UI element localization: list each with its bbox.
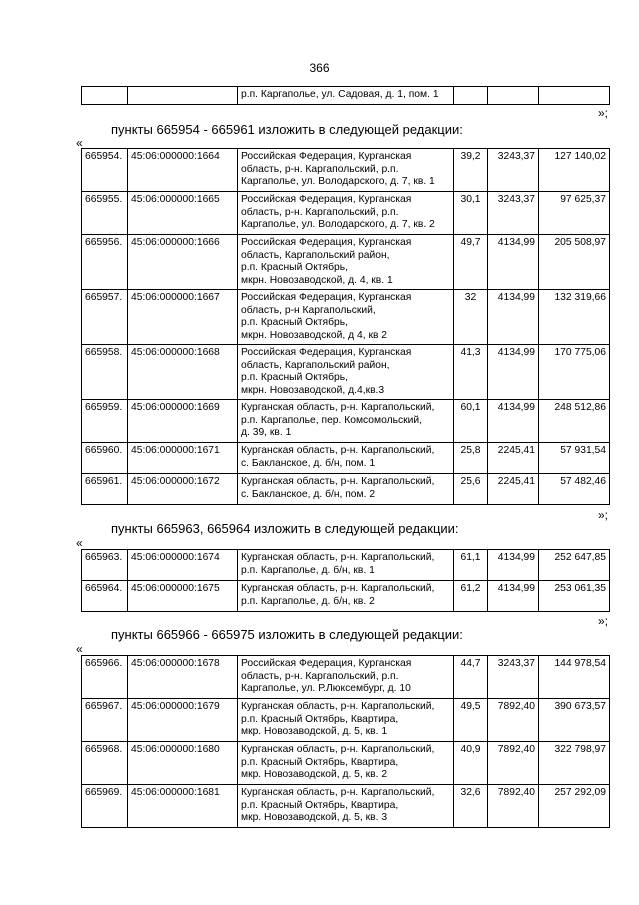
- total-cell: 57 482,46: [539, 474, 610, 505]
- cadastral-number: 45:06:000000:1675: [128, 581, 238, 612]
- total-cell: 132 319,66: [539, 290, 610, 345]
- address-line: Российская Федерация, Курганская: [241, 237, 412, 248]
- address-line: мкр. Новозаводской, д. 5, кв. 3: [241, 812, 388, 824]
- total-cell: 252 647,85: [539, 550, 610, 581]
- total-cell: 144 978,54: [539, 656, 610, 699]
- section-table: [81, 549, 610, 612]
- row-number: 665964.: [82, 581, 128, 612]
- price-cell: 2245,41: [488, 443, 539, 474]
- address-line: р.п. Красный Октябрь,: [241, 372, 348, 384]
- row-number: 665963.: [82, 550, 128, 581]
- address-cell: [238, 785, 454, 828]
- area-cell: 40,9: [454, 742, 488, 785]
- price-cell: 7892,40: [488, 742, 539, 785]
- address-line: с. Бакланское, д. б/н, пом. 2: [241, 488, 376, 500]
- price-cell: 3243,37: [488, 656, 539, 699]
- area-cell: 61,2: [454, 581, 488, 612]
- total-cell: 253 061,35: [539, 581, 610, 612]
- table-row: [82, 290, 610, 345]
- address-cell: [238, 149, 454, 192]
- price-cell: 2245,41: [488, 474, 539, 505]
- address-cell: [238, 474, 454, 505]
- address-line: р.п. Каргаполье, д. б/н, кв. 2: [241, 595, 375, 607]
- row-number: 665968.: [82, 742, 128, 785]
- total-cell: 170 775,06: [539, 345, 610, 400]
- area-cell: [454, 87, 488, 105]
- table-row: [82, 192, 610, 235]
- address-line: Курганская область, р-н. Каргапольский,: [241, 402, 435, 413]
- cadastral-number: 45:06:000000:1669: [128, 400, 238, 443]
- address-line: область, Каргапольский район,: [241, 249, 390, 261]
- cadastral-number: 45:06:000000:1668: [128, 345, 238, 400]
- total-cell: [539, 87, 610, 105]
- area-cell: 41,3: [454, 345, 488, 400]
- address-cell: [238, 550, 454, 581]
- area-cell: 49,5: [454, 699, 488, 742]
- area-cell: 44,7: [454, 656, 488, 699]
- address-line: область, р-н Каргапольский,: [241, 304, 376, 316]
- section-heading: пункты 665963, 665964 изложить в следующей редакции:: [111, 521, 459, 536]
- section-heading: пункты 665954 - 665961 изложить в следующей редакции:: [111, 122, 463, 137]
- table-row: [82, 656, 610, 699]
- row-number: 665959.: [82, 400, 128, 443]
- address-cell: [238, 192, 454, 235]
- table-row: [82, 149, 610, 192]
- address-line: Российская Федерация, Курганская: [241, 151, 412, 162]
- table-row: [82, 87, 610, 105]
- address-line: р.п. Каргаполье, д. б/н, кв. 1: [241, 564, 375, 576]
- address-line: р.п. Красный Октябрь,: [241, 262, 348, 274]
- address-line: область, р-н. Каргапольский, р.п.: [241, 670, 399, 682]
- cadastral-number: 45:06:000000:1674: [128, 550, 238, 581]
- closing-quote: »;: [598, 106, 609, 120]
- area-cell: 39,2: [454, 149, 488, 192]
- address-line: Каргаполье, ул. Володарского, д. 7, кв. 1: [241, 176, 435, 188]
- cadastral-number: 45:06:000000:1679: [128, 699, 238, 742]
- total-cell: 390 673,57: [539, 699, 610, 742]
- area-cell: 25,6: [454, 474, 488, 505]
- address-cell: р.п. Каргаполье, ул. Садовая, д. 1, пом. 1: [238, 87, 454, 105]
- cadastral-number: [128, 87, 238, 105]
- price-cell: 4134,99: [488, 290, 539, 345]
- cadastral-number: 45:06:000000:1672: [128, 474, 238, 505]
- closing-quote: »;: [598, 614, 609, 628]
- total-cell: 248 512,86: [539, 400, 610, 443]
- address-line: мкрн. Новозаводской, д.4,кв.3: [241, 384, 385, 396]
- cadastral-number: 45:06:000000:1664: [128, 149, 238, 192]
- opening-quote: «: [76, 642, 83, 656]
- address-line: Российская Федерация, Курганская: [241, 347, 412, 358]
- closing-quote: »;: [598, 508, 609, 522]
- total-cell: 57 931,54: [539, 443, 610, 474]
- price-cell: 4134,99: [488, 400, 539, 443]
- area-cell: 25,8: [454, 443, 488, 474]
- opening-quote: «: [76, 536, 83, 550]
- total-cell: 322 798,97: [539, 742, 610, 785]
- row-number: 665955.: [82, 192, 128, 235]
- address-line: р.п. Красный Октябрь,: [241, 317, 348, 329]
- row-number: 665961.: [82, 474, 128, 505]
- price-cell: 4134,99: [488, 345, 539, 400]
- price-cell: 7892,40: [488, 699, 539, 742]
- row-number: 665954.: [82, 149, 128, 192]
- address-cell: [238, 290, 454, 345]
- row-number: 665958.: [82, 345, 128, 400]
- row-number: [82, 87, 128, 105]
- section-table: [81, 655, 610, 828]
- table-row: [82, 235, 610, 290]
- table-row: [82, 400, 610, 443]
- address-line: Каргаполье, ул. Володарского, д. 7, кв. 2: [241, 219, 435, 231]
- price-cell: 4134,99: [488, 581, 539, 612]
- page-number: 366: [309, 61, 330, 75]
- address-line: Курганская область, р-н. Каргапольский,: [241, 476, 435, 487]
- cadastral-number: 45:06:000000:1665: [128, 192, 238, 235]
- address-line: мкр. Новозаводской, д. 5, кв. 1: [241, 726, 388, 738]
- address-line: Каргаполье, ул. Р.Люксембург, д. 10: [241, 683, 411, 695]
- price-cell: 3243,37: [488, 149, 539, 192]
- price-cell: 4134,99: [488, 550, 539, 581]
- table-row: [82, 742, 610, 785]
- address-line: Курганская область, р-н. Каргапольский,: [241, 583, 435, 594]
- address-line: р.п. Красный Октябрь, Квартира,: [241, 756, 399, 768]
- table-row: [82, 785, 610, 828]
- cadastral-number: 45:06:000000:1667: [128, 290, 238, 345]
- price-cell: 7892,40: [488, 785, 539, 828]
- cadastral-number: 45:06:000000:1678: [128, 656, 238, 699]
- area-cell: 61,1: [454, 550, 488, 581]
- table-row: [82, 474, 610, 505]
- table-row: [82, 443, 610, 474]
- table-row: [82, 581, 610, 612]
- row-number: 665956.: [82, 235, 128, 290]
- cadastral-number: 45:06:000000:1680: [128, 742, 238, 785]
- row-number: 665960.: [82, 443, 128, 474]
- total-cell: 97 625,37: [539, 192, 610, 235]
- row-number: 665969.: [82, 785, 128, 828]
- total-cell: 257 292,09: [539, 785, 610, 828]
- address-line: Курганская область, р-н. Каргапольский,: [241, 445, 435, 456]
- address-line: р.п. Красный Октябрь, Квартира,: [241, 799, 399, 811]
- address-line: область, р-н. Каргапольский, р.п.: [241, 206, 399, 218]
- address-cell: [238, 742, 454, 785]
- table-row: [82, 550, 610, 581]
- row-number: 665966.: [82, 656, 128, 699]
- address-cell: [238, 400, 454, 443]
- opening-quote: «: [76, 136, 83, 150]
- area-cell: 32: [454, 290, 488, 345]
- address-cell: [238, 345, 454, 400]
- address-line: р.п. Каргаполье, пер. Комсомольский,: [241, 414, 423, 426]
- address-cell: [238, 656, 454, 699]
- address-line: Курганская область, р-н. Каргапольский,: [241, 787, 435, 798]
- address-cell: [238, 581, 454, 612]
- table-row: [82, 699, 610, 742]
- address-line: Курганская область, р-н. Каргапольский,: [241, 701, 435, 712]
- address-line: р.п. Красный Октябрь, Квартира,: [241, 713, 399, 725]
- cadastral-number: 45:06:000000:1671: [128, 443, 238, 474]
- address-line: с. Бакланское, д. б/н, пом. 1: [241, 457, 376, 469]
- price-cell: [488, 87, 539, 105]
- cadastral-number: 45:06:000000:1681: [128, 785, 238, 828]
- area-cell: 60,1: [454, 400, 488, 443]
- area-cell: 49,7: [454, 235, 488, 290]
- area-cell: 30,1: [454, 192, 488, 235]
- total-cell: 127 140,02: [539, 149, 610, 192]
- row-number: 665957.: [82, 290, 128, 345]
- area-cell: 32,6: [454, 785, 488, 828]
- address-line: область, Каргапольский район,: [241, 359, 390, 371]
- address-line: Российская Федерация, Курганская: [241, 194, 412, 205]
- section-table: [81, 148, 610, 505]
- address-line: мкр. Новозаводской, д. 5, кв. 2: [241, 769, 388, 781]
- total-cell: 205 508,97: [539, 235, 610, 290]
- address-line: Курганская область, р-н. Каргапольский,: [241, 552, 435, 563]
- price-cell: 4134,99: [488, 235, 539, 290]
- address-line: мкрн. Новозаводской, д. 4, кв. 1: [241, 274, 393, 286]
- address-line: Курганская область, р-н. Каргапольский,: [241, 744, 435, 755]
- address-line: Российская Федерация, Курганская: [241, 658, 412, 669]
- address-line: д. 39, кв. 1: [241, 427, 292, 439]
- address-cell: [238, 443, 454, 474]
- top-table: [81, 86, 610, 105]
- address-cell: [238, 235, 454, 290]
- address-cell: [238, 699, 454, 742]
- address-line: Российская Федерация, Курганская: [241, 292, 412, 303]
- address-line: область, р-н. Каргапольский, р.п.: [241, 163, 399, 175]
- section-heading: пункты 665966 - 665975 изложить в следующей редакции:: [111, 627, 463, 642]
- price-cell: 3243,37: [488, 192, 539, 235]
- row-number: 665967.: [82, 699, 128, 742]
- cadastral-number: 45:06:000000:1666: [128, 235, 238, 290]
- address-line: мкрн. Новозаводской, д 4, кв 2: [241, 329, 388, 341]
- table-row: [82, 345, 610, 400]
